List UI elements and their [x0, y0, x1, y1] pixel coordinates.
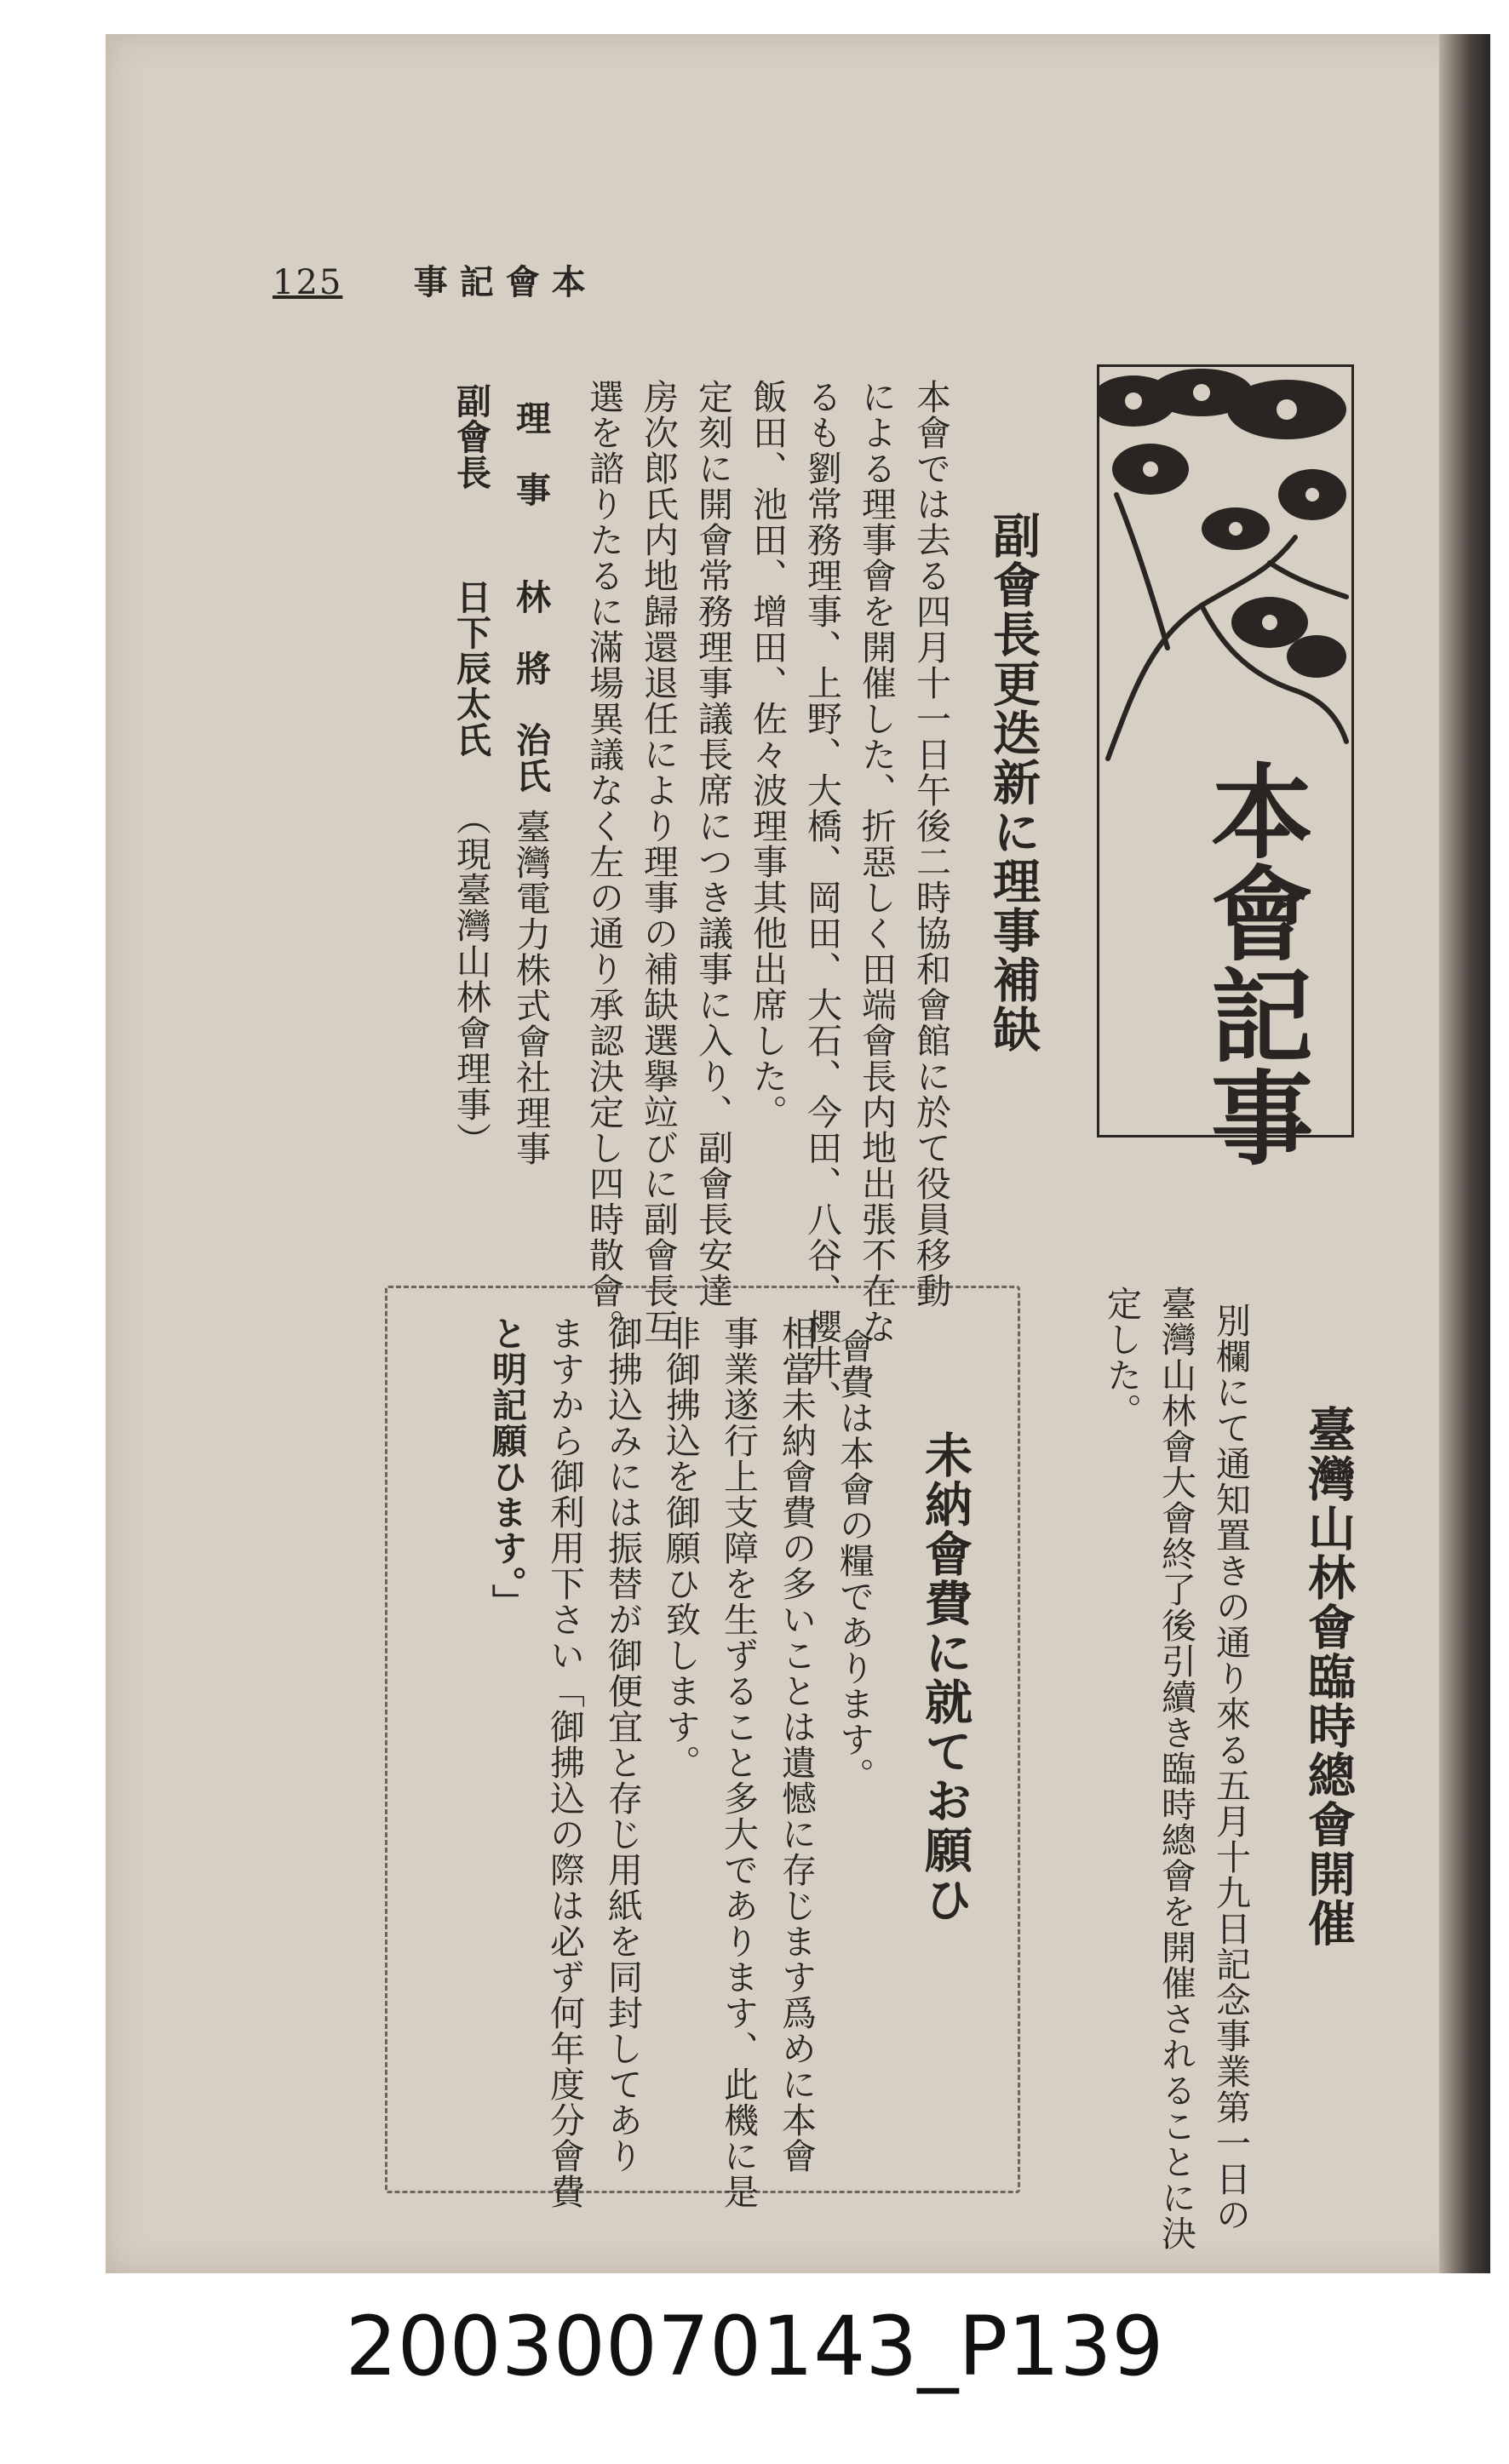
- article2-col-1: 別欄にて通知置きの通り來る五月十九日記念事業第一日の: [1209, 1303, 1251, 2232]
- article2-col-2: 臺灣山林會大會終了後引續き臨時總會を開催されることに決: [1155, 1286, 1196, 2251]
- article3-col-4: 非御拂込を御願ひ致します。: [659, 1315, 701, 1780]
- appointment-1-note: 臺灣電力株式會社理事: [509, 809, 551, 1166]
- article3-col-3: 事業遂行上支障を生ずること多大であります、此機に是: [717, 1315, 759, 2209]
- appointment-1-name: 林 將 治氏: [509, 579, 551, 794]
- appointment-1-role: 理 事: [509, 400, 551, 507]
- article2-title: 臺灣山林會臨時總會開催: [1300, 1405, 1357, 1948]
- article1-col-1: 本會では去る四月十一日午後二時協和會館に於て役員移動: [909, 379, 951, 1309]
- book-spine-edge: [1439, 34, 1490, 2273]
- article2-frame: [1075, 1354, 1441, 1967]
- article3-col-1: 會費は本會の糧であります。: [833, 1328, 875, 1793]
- catalog-id: 20030070143_P139: [345, 2299, 1164, 2394]
- article1-col-6: 房次郎氏内地歸還退任により理事の補缺選擧竝びに副會長互: [637, 379, 679, 1344]
- article3-title: 未納會費に就てお願ひ: [917, 1430, 973, 1924]
- article1-col-3: るも劉常務理事、上野、大橋、岡田、大石、今田、八谷、櫻井、: [800, 379, 842, 1416]
- appointment-2-name: 日下辰太氏: [450, 579, 491, 758]
- appointment-2-note: （現臺灣山林會理事）: [450, 800, 491, 1158]
- running-title: 事記會本: [413, 262, 598, 302]
- running-header: [273, 255, 598, 304]
- article3-col-2: 相當未納會費の多いことは遺憾に存じます爲めに本會: [775, 1315, 817, 2174]
- article3-col-7: と明記願ひます。」: [485, 1315, 527, 1620]
- article3-col-6: ますから御利用下さい「御拂込の際は必ず何年度分會費: [543, 1315, 585, 2209]
- appointment-2-role: 副會長: [450, 383, 491, 490]
- article1-col-7: 選を諮りたるに滿場異議なく左の通り承認決定し四時散會。: [582, 379, 624, 1344]
- pine-tree-illustration: [1099, 367, 1351, 767]
- section-title-box: [1097, 364, 1354, 1167]
- article3-col-5: 御拂込みには振替が御便宜と存じ用紙を同封してあり: [601, 1315, 643, 2174]
- article1-col-5: 定刻に開會常務理事議長席につき議事に入り、副會長安達: [691, 379, 733, 1309]
- article1-title: 副會長更迭新に理事補缺: [985, 511, 1041, 1054]
- section-title: 本會記事: [1194, 759, 1314, 1167]
- article1-col-2: による理事會を開催した、折惡しく田端會長内地出張不在な: [855, 379, 897, 1344]
- page-number: 125: [273, 263, 343, 302]
- article2-col-3: 定した。: [1100, 1286, 1142, 1429]
- article1-col-4: 飯田、池田、增田、佐々波理事其他出席した。: [746, 379, 788, 1130]
